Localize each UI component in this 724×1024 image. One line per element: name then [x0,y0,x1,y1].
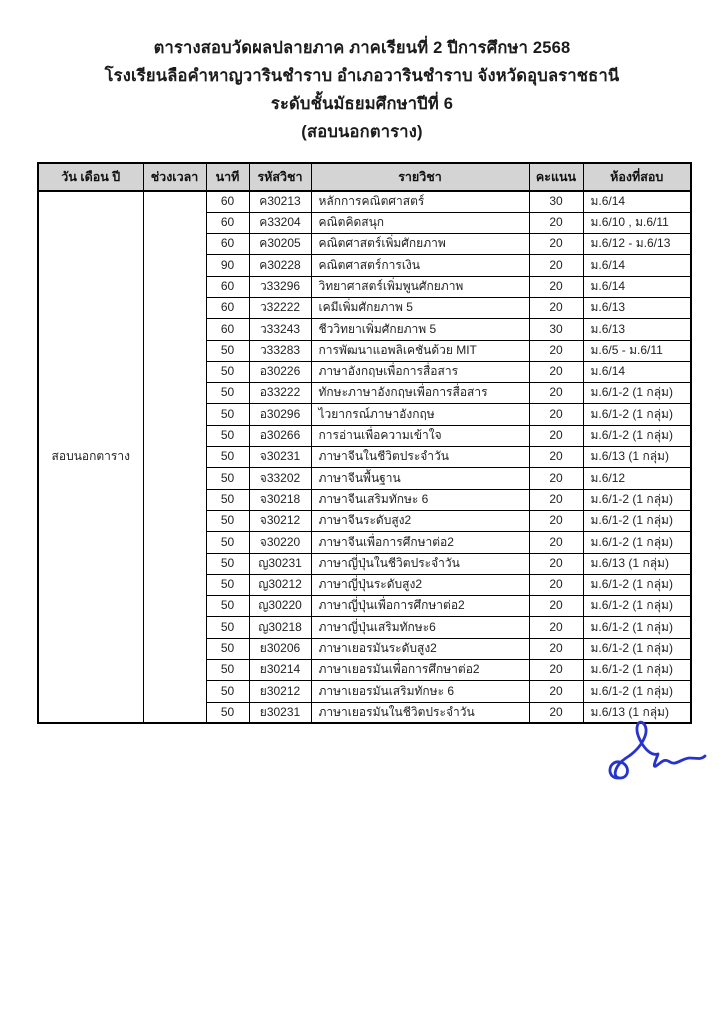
cell-room: ม.6/13 (1 กลุ่ม) [583,553,691,574]
cell-code: จ30218 [249,489,311,510]
cell-code: ย30214 [249,660,311,681]
cell-code: ค33204 [249,212,311,233]
cell-score: 20 [529,404,583,425]
cell-code: จ30231 [249,447,311,468]
cell-subject: ภาษาจีนพื้นฐาน [311,468,529,489]
table-body [38,191,691,723]
cell-score: 20 [529,660,583,681]
exam-schedule-table [37,162,692,724]
cell-subject: ทักษะภาษาอังกฤษเพื่อการสื่อสาร [311,383,529,404]
cell-score: 20 [529,383,583,404]
cell-room: ม.6/1-2 (1 กลุ่ม) [583,660,691,681]
cell-room: ม.6/14 [583,191,691,212]
cell-score: 20 [529,276,583,297]
cell-minutes: 90 [206,255,249,276]
cell-score: 20 [529,681,583,702]
cell-subject: การอ่านเพื่อความเข้าใจ [311,425,529,446]
cell-subject: คณิตศาสตร์เพิ่มศักยภาพ [311,234,529,255]
cell-room: ม.6/1-2 (1 กลุ่ม) [583,638,691,659]
cell-room: ม.6/1-2 (1 กลุ่ม) [583,425,691,446]
cell-subject: ภาษาเยอรมันเพื่อการศึกษาต่อ2 [311,660,529,681]
cell-minutes: 50 [206,510,249,531]
cell-minutes: 50 [206,638,249,659]
cell-room: ม.6/1-2 (1 กลุ่ม) [583,596,691,617]
exam-row [38,191,691,212]
cell-code: จ30220 [249,532,311,553]
cell-code: ว33283 [249,340,311,361]
cell-subject: ภาษาจีนในชีวิตประจำวัน [311,447,529,468]
cell-minutes: 60 [206,191,249,212]
cell-code: ย30231 [249,702,311,723]
cell-score: 20 [529,234,583,255]
cell-code: ย30206 [249,638,311,659]
cell-score: 20 [529,596,583,617]
cell-code: ว33243 [249,319,311,340]
cell-score: 30 [529,191,583,212]
cell-subject: ภาษาเยอรมันระดับสูง2 [311,638,529,659]
exam-group-label-cell: สอบนอกตาราง [38,191,143,723]
document-title-block [0,34,724,146]
cell-minutes: 50 [206,383,249,404]
cell-room: ม.6/1-2 (1 กลุ่ม) [583,574,691,595]
cell-subject: ภาษาญี่ปุ่นเสริมทักษะ6 [311,617,529,638]
cell-score: 20 [529,553,583,574]
cell-subject: ภาษาญี่ปุ่นระดับสูง2 [311,574,529,595]
cell-subject: ภาษาญี่ปุ่นเพื่อการศึกษาต่อ2 [311,596,529,617]
cell-room: ม.6/10 , ม.6/11 [583,212,691,233]
cell-score: 20 [529,489,583,510]
cell-score: 20 [529,468,583,489]
cell-code: ค30205 [249,234,311,255]
cell-room: ม.6/1-2 (1 กลุ่ม) [583,404,691,425]
cell-minutes: 50 [206,404,249,425]
cell-minutes: 50 [206,468,249,489]
cell-subject: ภาษาญี่ปุ่นในชีวิตประจำวัน [311,553,529,574]
cell-minutes: 50 [206,702,249,723]
cell-minutes: 50 [206,574,249,595]
cell-code: อ33222 [249,383,311,404]
cell-score: 20 [529,638,583,659]
col-header-date: วัน เดือน ปี [38,163,143,191]
cell-subject: ภาษาอังกฤษเพื่อการสื่อสาร [311,361,529,382]
title-line-4: (สอบนอกตาราง) [301,123,423,141]
title-line-1: ตารางสอบวัดผลปลายภาค ภาคเรียนที่ 2 ปีการศึกษา 2568 [153,39,571,57]
cell-room: ม.6/13 [583,297,691,318]
cell-room: ม.6/13 [583,319,691,340]
cell-minutes: 50 [206,681,249,702]
cell-minutes: 50 [206,340,249,361]
title-line-2: โรงเรียนลือคำหาญวารินชำราบ อำเภอวารินชำราบ จังหวัดอุบลราชธานี [104,67,620,85]
cell-minutes: 50 [206,617,249,638]
col-header-subject-name: รายวิชา [311,163,529,191]
cell-code: ญ30218 [249,617,311,638]
cell-minutes: 50 [206,596,249,617]
cell-subject: คณิตศาสตร์การเงิน [311,255,529,276]
cell-score: 20 [529,617,583,638]
cell-score: 20 [529,702,583,723]
cell-score: 20 [529,361,583,382]
cell-room: ม.6/1-2 (1 กลุ่ม) [583,510,691,531]
col-header-subject-code: รหัสวิชา [249,163,311,191]
cell-subject: หลักการคณิตศาสตร์ [311,191,529,212]
cell-subject: ภาษาจีนเสริมทักษะ 6 [311,489,529,510]
cell-code: ญ30212 [249,574,311,595]
cell-minutes: 50 [206,660,249,681]
cell-subject: ภาษาเยอรมันเสริมทักษะ 6 [311,681,529,702]
cell-code: อ30296 [249,404,311,425]
cell-score: 20 [529,425,583,446]
cell-score: 20 [529,212,583,233]
cell-subject: เคมีเพิ่มศักยภาพ 5 [311,297,529,318]
cell-room: ม.6/13 (1 กลุ่ม) [583,702,691,723]
table-header-row [38,163,691,191]
cell-minutes: 50 [206,489,249,510]
cell-code: จ33202 [249,468,311,489]
cell-score: 20 [529,532,583,553]
cell-score: 20 [529,340,583,361]
cell-room: ม.6/14 [583,255,691,276]
cell-score: 30 [529,319,583,340]
cell-room: ม.6/14 [583,361,691,382]
cell-score: 20 [529,510,583,531]
cell-score: 20 [529,255,583,276]
cell-minutes: 50 [206,361,249,382]
cell-subject: ภาษาจีนระดับสูง2 [311,510,529,531]
cell-room: ม.6/1-2 (1 กลุ่ม) [583,617,691,638]
col-header-time-range: ช่วงเวลา [143,163,206,191]
time-range-empty-cell [143,191,206,723]
cell-subject: ภาษาจีนเพื่อการศึกษาต่อ2 [311,532,529,553]
cell-subject: ภาษาเยอรมันในชีวิตประจำวัน [311,702,529,723]
cell-subject: คณิตคิดสนุก [311,212,529,233]
cell-score: 20 [529,297,583,318]
col-header-exam-room: ห้องที่สอบ [583,163,691,191]
cell-room: ม.6/14 [583,276,691,297]
col-header-score: คะแนน [529,163,583,191]
cell-minutes: 50 [206,553,249,574]
cell-code: ว33296 [249,276,311,297]
cell-minutes: 50 [206,447,249,468]
cell-subject: ชีววิทยาเพิ่มศักยภาพ 5 [311,319,529,340]
cell-room: ม.6/12 - ม.6/13 [583,234,691,255]
cell-code: ญ30220 [249,596,311,617]
cell-score: 20 [529,447,583,468]
cell-room: ม.6/1-2 (1 กลุ่ม) [583,532,691,553]
cell-minutes: 60 [206,319,249,340]
cell-score: 20 [529,574,583,595]
cell-subject: วิทยาศาสตร์เพิ่มพูนศักยภาพ [311,276,529,297]
title-line-3: ระดับชั้นมัธยมศึกษาปีที่ 6 [270,95,454,113]
cell-room: ม.6/5 - ม.6/11 [583,340,691,361]
cell-room: ม.6/12 [583,468,691,489]
cell-minutes: 60 [206,297,249,318]
cell-room: ม.6/1-2 (1 กลุ่ม) [583,489,691,510]
cell-minutes: 60 [206,276,249,297]
col-header-minutes: นาที [206,163,249,191]
cell-subject: ไวยากรณ์ภาษาอังกฤษ [311,404,529,425]
cell-code: ค30213 [249,191,311,212]
cell-subject: การพัฒนาแอพลิเคชันด้วย MIT [311,340,529,361]
cell-minutes: 60 [206,212,249,233]
cell-code: ว32222 [249,297,311,318]
signature-mark [598,716,710,794]
cell-room: ม.6/13 (1 กลุ่ม) [583,447,691,468]
cell-code: ย30212 [249,681,311,702]
cell-room: ม.6/1-2 (1 กลุ่ม) [583,383,691,404]
cell-minutes: 60 [206,234,249,255]
cell-minutes: 50 [206,425,249,446]
cell-code: ญ30231 [249,553,311,574]
cell-code: อ30226 [249,361,311,382]
cell-code: จ30212 [249,510,311,531]
cell-code: อ30266 [249,425,311,446]
cell-code: ค30228 [249,255,311,276]
cell-room: ม.6/1-2 (1 กลุ่ม) [583,681,691,702]
cell-minutes: 50 [206,532,249,553]
